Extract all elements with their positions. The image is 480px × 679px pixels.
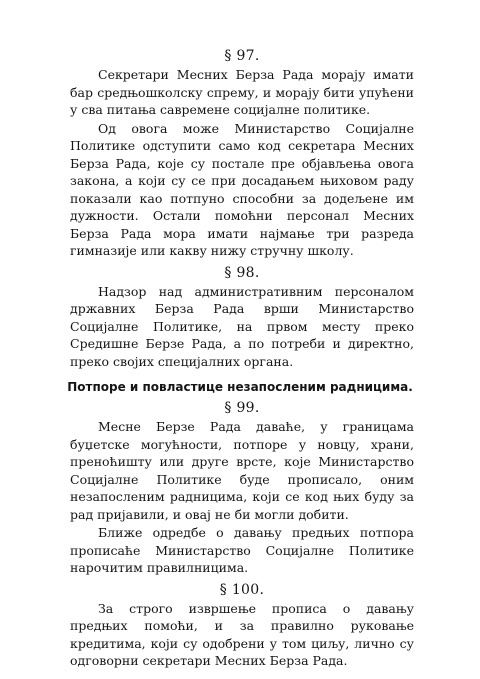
section-heading: § 100. <box>219 581 265 598</box>
section-99 <box>70 399 414 577</box>
document-page <box>67 47 414 674</box>
section-heading: § 99. <box>224 400 260 416</box>
section-heading: § 97. <box>224 48 260 64</box>
section-heading: § 98. <box>224 264 260 281</box>
chapter-subtitle: Потпоре и повластице незапосленим радницима. <box>67 380 413 394</box>
paragraph: Надзор над административним персоналом државних Берза Рада врши Министарство Социјалне Политике, на првом месту преко Средишне Берзе Рада, а по потреби и директно, преко својих специјалних органа. <box>70 283 414 369</box>
paragraph: Од овога може Министарство Социјалне Политике одступити само код секретара Месних Берза Рада, које су постале пре објављења овога закона, а који су се при досадањем њиховом раду показали као потпуно способни за додељене им дужности. Остали помоћни персонал Месних Берза Рада мора имати најмање три разреда гимназије или какву нижу стручну школу. <box>70 120 414 258</box>
paragraph: Секретари Месних Берза Рада морају имати бар средњошколску спрему, и морају бити упућени у сва питања савремене социјалне политике. <box>70 67 414 117</box>
paragraph: Месне Берзе Рада даваће, у границама буџетске могућности, потпоре у новцу, храни, преноћишту или друге врсте, које Министарство Социјалне Политике буде прописало, оним незапосленим радницима, који се код њих буду за рад пријавили, и овај не би могли добити. <box>70 419 414 522</box>
paragraph: За строго извршење прописа о давању предњих помоћи, и за правилно руковање кредитима, који су одобрени у том циљу, лично су одговорни секретари Месних Берза Рада. <box>70 600 414 668</box>
section-97 <box>70 47 414 260</box>
section-98 <box>70 264 414 371</box>
section-100 <box>70 581 414 670</box>
paragraph: Ближе одредбе о давању предњих потпора прописаће Министарство Социјалне Политике нарочитим правилницима. <box>70 525 414 575</box>
